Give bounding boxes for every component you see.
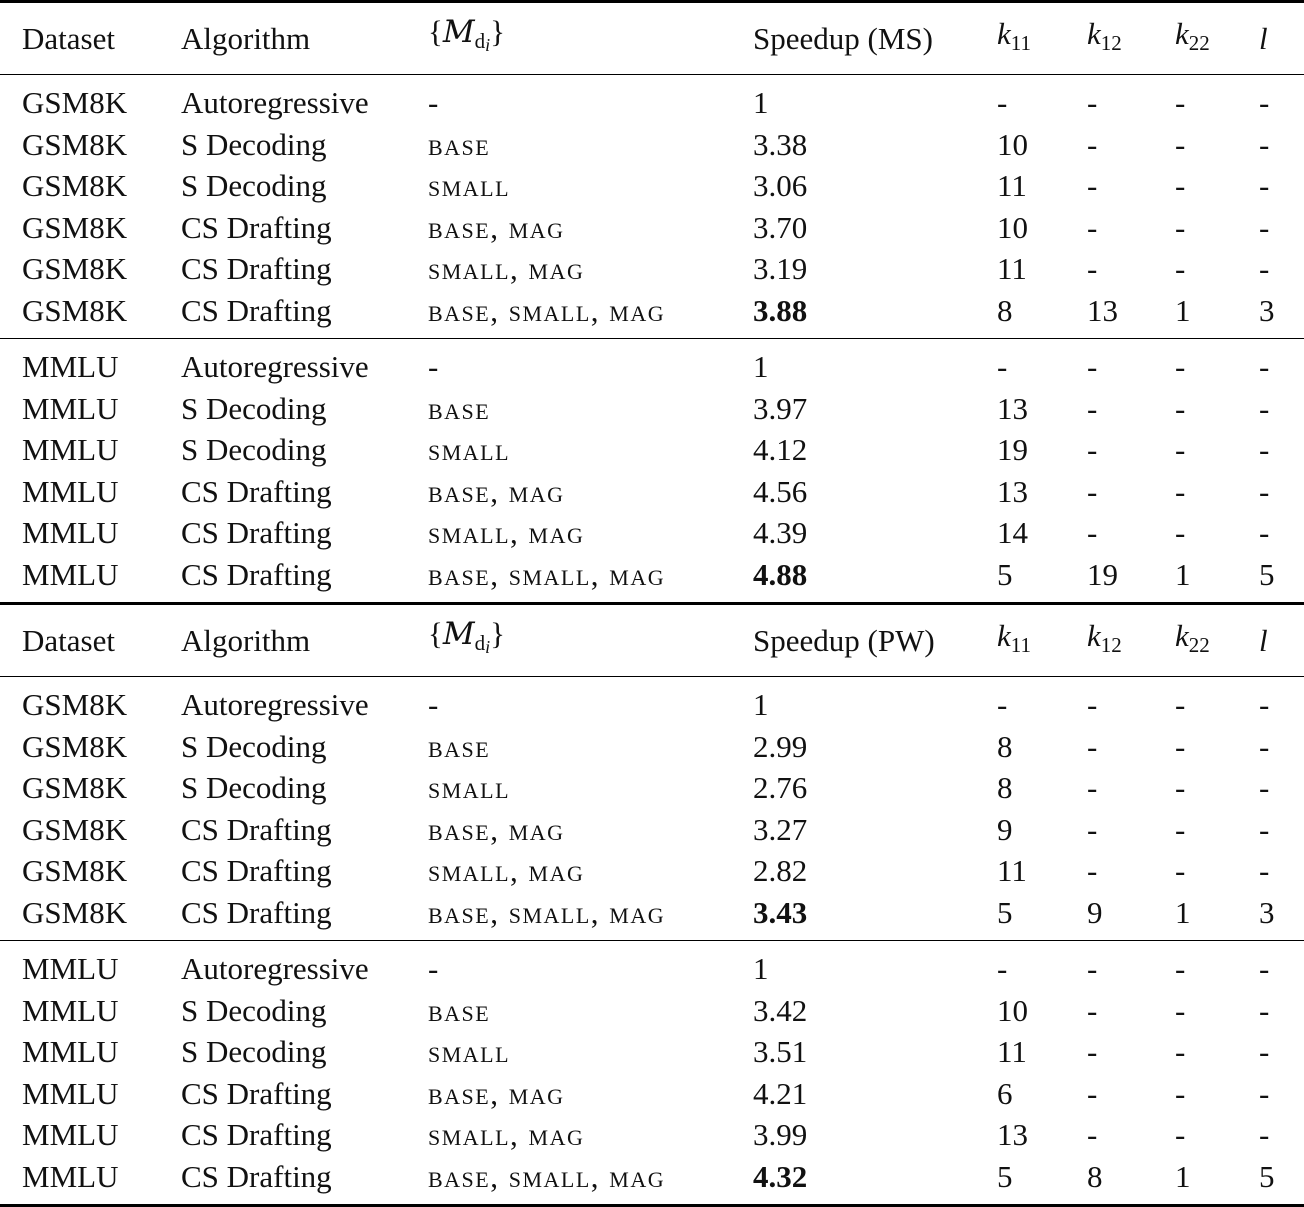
models-value: base, mag <box>428 811 565 847</box>
cell-k12: - <box>1087 687 1098 722</box>
cell-l: - <box>1259 728 1270 764</box>
subscript-d: d <box>474 631 486 655</box>
table-row <box>0 429 1304 471</box>
cell-k22: 1 <box>1175 290 1259 339</box>
models-value: small <box>428 1034 511 1069</box>
brace-open: { <box>428 616 443 651</box>
cell-algorithm: CS Drafting <box>181 1117 332 1152</box>
cell-dataset: MMLU <box>0 554 181 604</box>
cell-k11: - <box>997 85 1008 120</box>
table-row <box>0 471 1304 513</box>
header-speedup: Speedup (PW) <box>753 604 997 677</box>
cell-k12: - <box>1087 432 1098 467</box>
cell-k22: 1 <box>1175 1156 1259 1206</box>
cell-k12: - <box>1087 473 1098 509</box>
cell-algorithm: CS Drafting <box>181 251 332 286</box>
cell-l: - <box>1259 951 1270 986</box>
cell-l: - <box>1259 251 1270 286</box>
table-row <box>0 248 1304 290</box>
k11-subscript: 11 <box>1010 633 1031 657</box>
models-value: base <box>428 126 491 162</box>
cell-l: - <box>1259 168 1270 203</box>
cell-k22: - <box>1175 473 1186 509</box>
cell-algorithm: CS Drafting <box>181 473 332 509</box>
cell-l: 5 <box>1259 554 1304 604</box>
cell-models <box>428 809 753 851</box>
cell-dataset: MMLU <box>22 515 119 550</box>
cell-k22: - <box>1175 1117 1186 1152</box>
cell-k12: - <box>1087 853 1098 888</box>
cell-l: - <box>1259 992 1270 1028</box>
cell-k22: - <box>1175 251 1186 286</box>
header-dataset: Dataset <box>0 604 181 677</box>
cell-k22: - <box>1175 432 1186 467</box>
cell-l: - <box>1259 473 1270 509</box>
cell-algorithm: S Decoding <box>181 390 327 426</box>
cell-l: - <box>1259 209 1270 245</box>
brace-close: } <box>490 14 506 49</box>
cell-dataset: GSM8K <box>22 126 128 162</box>
cell-k11: 8 <box>997 728 1013 764</box>
k11-base: k <box>997 618 1011 653</box>
models-value: - <box>428 951 439 986</box>
cell-k12: 8 <box>1087 1156 1175 1206</box>
header-models <box>428 2 753 75</box>
cell-speedup: 3.70 <box>753 209 808 245</box>
cell-k12: - <box>1087 390 1098 426</box>
cell-speedup: 4.56 <box>753 473 808 509</box>
cell-algorithm: CS Drafting <box>181 811 332 847</box>
cell-speedup: 3.38 <box>753 126 808 162</box>
cell-algorithm: CS Drafting <box>181 554 428 604</box>
header-k11 <box>997 604 1087 677</box>
cell-models <box>428 726 753 768</box>
cell-k12: - <box>1087 209 1098 245</box>
cell-k22: - <box>1175 687 1186 722</box>
cell-algorithm: CS Drafting <box>181 1075 332 1111</box>
cell-speedup-best: 4.32 <box>753 1156 997 1206</box>
cell-k12: - <box>1087 515 1098 550</box>
cell-dataset: GSM8K <box>22 770 128 805</box>
cell-l: - <box>1259 853 1270 888</box>
subscript-i: i <box>485 637 491 657</box>
models-value: base, small, mag <box>428 556 666 592</box>
k12-subscript: 12 <box>1100 633 1122 657</box>
cell-speedup: 1 <box>753 687 769 722</box>
cell-k11: 10 <box>997 209 1028 245</box>
cell-k22: 1 <box>1175 554 1259 604</box>
cell-k22: - <box>1175 85 1186 120</box>
cell-speedup-best: 4.88 <box>753 554 997 604</box>
models-value: base <box>428 992 491 1028</box>
cell-dataset: MMLU <box>22 390 119 426</box>
table-row <box>0 124 1304 166</box>
cell-k12: - <box>1087 126 1098 162</box>
cell-speedup-best: 3.88 <box>753 290 997 339</box>
cell-k12: - <box>1087 168 1098 203</box>
cell-models <box>428 1114 753 1156</box>
model-subscript <box>475 29 491 53</box>
cell-k11: 9 <box>997 811 1013 847</box>
models-value: small <box>428 432 511 467</box>
table-row <box>0 1156 1304 1206</box>
models-value: base, mag <box>428 1075 565 1111</box>
cell-dataset: MMLU <box>0 1156 181 1206</box>
cell-k12: 9 <box>1087 892 1175 941</box>
cell-k22: - <box>1175 515 1186 550</box>
models-value: small, mag <box>428 1117 585 1152</box>
cell-k11: 5 <box>997 892 1087 941</box>
header-row <box>0 2 1304 75</box>
cell-l: 3 <box>1259 290 1304 339</box>
table-row <box>0 388 1304 430</box>
models-value: base, small, mag <box>428 894 666 930</box>
cell-dataset: GSM8K <box>22 728 128 764</box>
cell-k11: 11 <box>997 1034 1027 1069</box>
cell-dataset: GSM8K <box>22 811 128 847</box>
cell-k11: - <box>997 951 1008 986</box>
cell-k12: - <box>1087 951 1098 986</box>
cell-k12: - <box>1087 1034 1098 1069</box>
cell-k11: 14 <box>997 515 1028 550</box>
header-l <box>1259 604 1304 677</box>
header-algorithm: Algorithm <box>181 2 428 75</box>
table-row <box>0 1073 1304 1115</box>
k22-base: k <box>1175 16 1189 51</box>
header-algorithm: Algorithm <box>181 604 428 677</box>
table-row <box>0 339 1304 388</box>
models-value: base, mag <box>428 473 565 509</box>
k22-subscript: 22 <box>1188 633 1210 657</box>
header-k22 <box>1175 2 1259 75</box>
cell-k12: - <box>1087 770 1098 805</box>
cell-dataset: GSM8K <box>22 168 128 203</box>
table-row <box>0 892 1304 941</box>
models-value: small <box>428 168 511 203</box>
cell-speedup-best: 3.43 <box>753 892 997 941</box>
cell-k11: - <box>997 687 1008 722</box>
cell-k12: - <box>1087 251 1098 286</box>
cell-l: - <box>1259 85 1270 120</box>
table-row <box>0 677 1304 726</box>
k11-subscript: 11 <box>1010 31 1031 55</box>
cell-models <box>428 429 753 471</box>
cell-k11: 13 <box>997 473 1028 509</box>
cell-k11: 13 <box>997 1117 1028 1152</box>
cell-models <box>428 941 753 990</box>
cell-algorithm: CS Drafting <box>181 290 428 339</box>
cell-dataset: MMLU <box>22 1075 119 1111</box>
table-row <box>0 75 1304 124</box>
cell-models <box>428 388 753 430</box>
cell-algorithm: S Decoding <box>181 728 327 764</box>
models-value: base, mag <box>428 209 565 245</box>
cell-k12: 19 <box>1087 554 1175 604</box>
cell-k22: - <box>1175 770 1186 805</box>
cell-k11: - <box>997 349 1008 384</box>
cell-models <box>428 554 753 604</box>
models-value: - <box>428 687 439 722</box>
cell-dataset: MMLU <box>22 992 119 1028</box>
cell-dataset: MMLU <box>22 1034 119 1069</box>
cell-speedup: 4.21 <box>753 1075 808 1111</box>
brace-open: { <box>428 14 443 49</box>
models-value: base, small, mag <box>428 292 666 328</box>
cell-k22: - <box>1175 1075 1186 1111</box>
cell-algorithm: CS Drafting <box>181 853 332 888</box>
cell-k22: - <box>1175 126 1186 162</box>
models-value: base <box>428 728 491 764</box>
cell-dataset: MMLU <box>22 473 119 509</box>
cell-algorithm: S Decoding <box>181 1034 327 1069</box>
cell-l: - <box>1259 1034 1270 1069</box>
cell-l: - <box>1259 126 1270 162</box>
models-value: base <box>428 390 491 426</box>
cell-models <box>428 165 753 207</box>
table-row <box>0 290 1304 339</box>
cell-algorithm: S Decoding <box>181 168 327 203</box>
k12-base: k <box>1087 16 1101 51</box>
subscript-d: d <box>474 29 486 53</box>
l-symbol: l <box>1259 20 1268 56</box>
header-k22 <box>1175 604 1259 677</box>
cell-k22: - <box>1175 992 1186 1028</box>
k22-subscript: 22 <box>1188 31 1210 55</box>
table-row <box>0 554 1304 604</box>
cell-algorithm: CS Drafting <box>181 892 428 941</box>
header-k11 <box>997 2 1087 75</box>
cell-speedup: 3.51 <box>753 1034 808 1069</box>
cell-dataset: GSM8K <box>22 209 128 245</box>
cell-k22: - <box>1175 728 1186 764</box>
cell-l: - <box>1259 432 1270 467</box>
table-row <box>0 512 1304 554</box>
table-row <box>0 850 1304 892</box>
cell-k11: 11 <box>997 168 1027 203</box>
cell-k22: - <box>1175 168 1186 203</box>
table-row <box>0 1114 1304 1156</box>
header-l <box>1259 2 1304 75</box>
cell-algorithm: CS Drafting <box>181 1156 428 1206</box>
table-row <box>0 726 1304 768</box>
cell-l: 3 <box>1259 892 1304 941</box>
cell-l: - <box>1259 515 1270 550</box>
cell-dataset: MMLU <box>22 432 119 467</box>
cell-l: - <box>1259 770 1270 805</box>
table-row <box>0 767 1304 809</box>
cell-k22: - <box>1175 853 1186 888</box>
cell-k22: 1 <box>1175 892 1259 941</box>
models-value: small <box>428 770 511 805</box>
cell-algorithm: S Decoding <box>181 992 327 1028</box>
cell-algorithm: CS Drafting <box>181 515 332 550</box>
cell-models <box>428 892 753 941</box>
header-k12 <box>1087 604 1175 677</box>
table-row <box>0 941 1304 990</box>
cell-k12: - <box>1087 992 1098 1028</box>
cell-speedup: 1 <box>753 85 769 120</box>
table-row <box>0 207 1304 249</box>
cell-k11: 11 <box>997 251 1027 286</box>
models-value: small, mag <box>428 853 585 888</box>
cell-models <box>428 1031 753 1073</box>
cell-models <box>428 850 753 892</box>
header-k12 <box>1087 2 1175 75</box>
cell-models <box>428 290 753 339</box>
cell-k12: - <box>1087 1117 1098 1152</box>
table-row <box>0 165 1304 207</box>
cell-speedup: 3.99 <box>753 1117 808 1152</box>
table-body <box>0 2 1304 1206</box>
cell-k12: - <box>1087 349 1098 384</box>
cell-speedup: 2.99 <box>753 728 808 764</box>
k11-base: k <box>997 16 1011 51</box>
cell-k11: 11 <box>997 853 1027 888</box>
subscript-i: i <box>485 35 491 55</box>
cell-l: - <box>1259 1075 1270 1111</box>
cell-models <box>428 1073 753 1115</box>
cell-dataset: GSM8K <box>22 853 128 888</box>
cell-k22: - <box>1175 811 1186 847</box>
table-row <box>0 809 1304 851</box>
cell-k22: - <box>1175 1034 1186 1069</box>
cell-models <box>428 124 753 166</box>
cell-speedup: 3.27 <box>753 811 808 847</box>
header-models <box>428 604 753 677</box>
cell-k12: 13 <box>1087 290 1175 339</box>
cell-l: - <box>1259 811 1270 847</box>
cell-k22: - <box>1175 349 1186 384</box>
cell-k12: - <box>1087 811 1098 847</box>
cell-l: - <box>1259 1117 1270 1152</box>
cell-k11: 5 <box>997 554 1087 604</box>
cell-speedup: 3.97 <box>753 390 808 426</box>
k12-subscript: 12 <box>1100 31 1122 55</box>
cell-k22: - <box>1175 951 1186 986</box>
cell-algorithm: S Decoding <box>181 432 327 467</box>
cell-speedup: 1 <box>753 951 769 986</box>
cell-models <box>428 677 753 726</box>
models-value: small, mag <box>428 515 585 550</box>
cell-models <box>428 75 753 124</box>
cell-k11: 10 <box>997 992 1028 1028</box>
cell-speedup: 1 <box>753 349 769 384</box>
cell-dataset: GSM8K <box>0 892 181 941</box>
cell-models <box>428 471 753 513</box>
header-dataset: Dataset <box>0 2 181 75</box>
cell-k22: - <box>1175 209 1186 245</box>
models-value: base, small, mag <box>428 1158 666 1194</box>
cell-speedup: 2.82 <box>753 853 808 888</box>
cell-speedup: 3.06 <box>753 168 808 203</box>
header-row <box>0 604 1304 677</box>
cell-algorithm: Autoregressive <box>181 687 369 722</box>
model-symbol: M <box>442 14 475 50</box>
model-subscript <box>475 631 491 655</box>
cell-algorithm: S Decoding <box>181 770 327 805</box>
cell-k22: - <box>1175 390 1186 426</box>
table-row <box>0 1031 1304 1073</box>
cell-l: 5 <box>1259 1156 1304 1206</box>
cell-models <box>428 767 753 809</box>
models-value: - <box>428 85 439 120</box>
cell-dataset: MMLU <box>22 951 119 986</box>
models-value: small, mag <box>428 251 585 286</box>
cell-models <box>428 248 753 290</box>
cell-dataset: GSM8K <box>22 687 128 722</box>
cell-algorithm: Autoregressive <box>181 951 369 986</box>
cell-k11: 13 <box>997 390 1028 426</box>
cell-dataset: MMLU <box>22 349 119 384</box>
cell-dataset: GSM8K <box>22 85 128 120</box>
cell-k11: 8 <box>997 290 1087 339</box>
cell-l: - <box>1259 349 1270 384</box>
cell-algorithm: S Decoding <box>181 126 327 162</box>
cell-k11: 6 <box>997 1075 1013 1111</box>
brace-close: } <box>490 616 506 651</box>
cell-algorithm: Autoregressive <box>181 85 369 120</box>
cell-speedup: 4.39 <box>753 515 808 550</box>
cell-models <box>428 990 753 1032</box>
cell-speedup: 3.42 <box>753 992 808 1028</box>
cell-speedup: 2.76 <box>753 770 808 805</box>
table-row <box>0 990 1304 1032</box>
cell-k11: 5 <box>997 1156 1087 1206</box>
cell-models <box>428 339 753 388</box>
cell-l: - <box>1259 687 1270 722</box>
model-symbol: M <box>442 616 475 652</box>
models-value: - <box>428 349 439 384</box>
k12-base: k <box>1087 618 1101 653</box>
header-speedup: Speedup (MS) <box>753 2 997 75</box>
cell-dataset: MMLU <box>22 1117 119 1152</box>
cell-k12: - <box>1087 728 1098 764</box>
cell-models <box>428 512 753 554</box>
cell-dataset: GSM8K <box>0 290 181 339</box>
cell-l: - <box>1259 390 1270 426</box>
k22-base: k <box>1175 618 1189 653</box>
cell-k12: - <box>1087 85 1098 120</box>
l-symbol: l <box>1259 622 1268 658</box>
cell-k11: 8 <box>997 770 1013 805</box>
cell-models <box>428 207 753 249</box>
cell-k11: 19 <box>997 432 1028 467</box>
cell-algorithm: Autoregressive <box>181 349 369 384</box>
cell-speedup: 3.19 <box>753 251 808 286</box>
cell-speedup: 4.12 <box>753 432 808 467</box>
cell-k11: 10 <box>997 126 1028 162</box>
cell-models <box>428 1156 753 1206</box>
cell-dataset: GSM8K <box>22 251 128 286</box>
cell-k12: - <box>1087 1075 1098 1111</box>
cell-algorithm: CS Drafting <box>181 209 332 245</box>
